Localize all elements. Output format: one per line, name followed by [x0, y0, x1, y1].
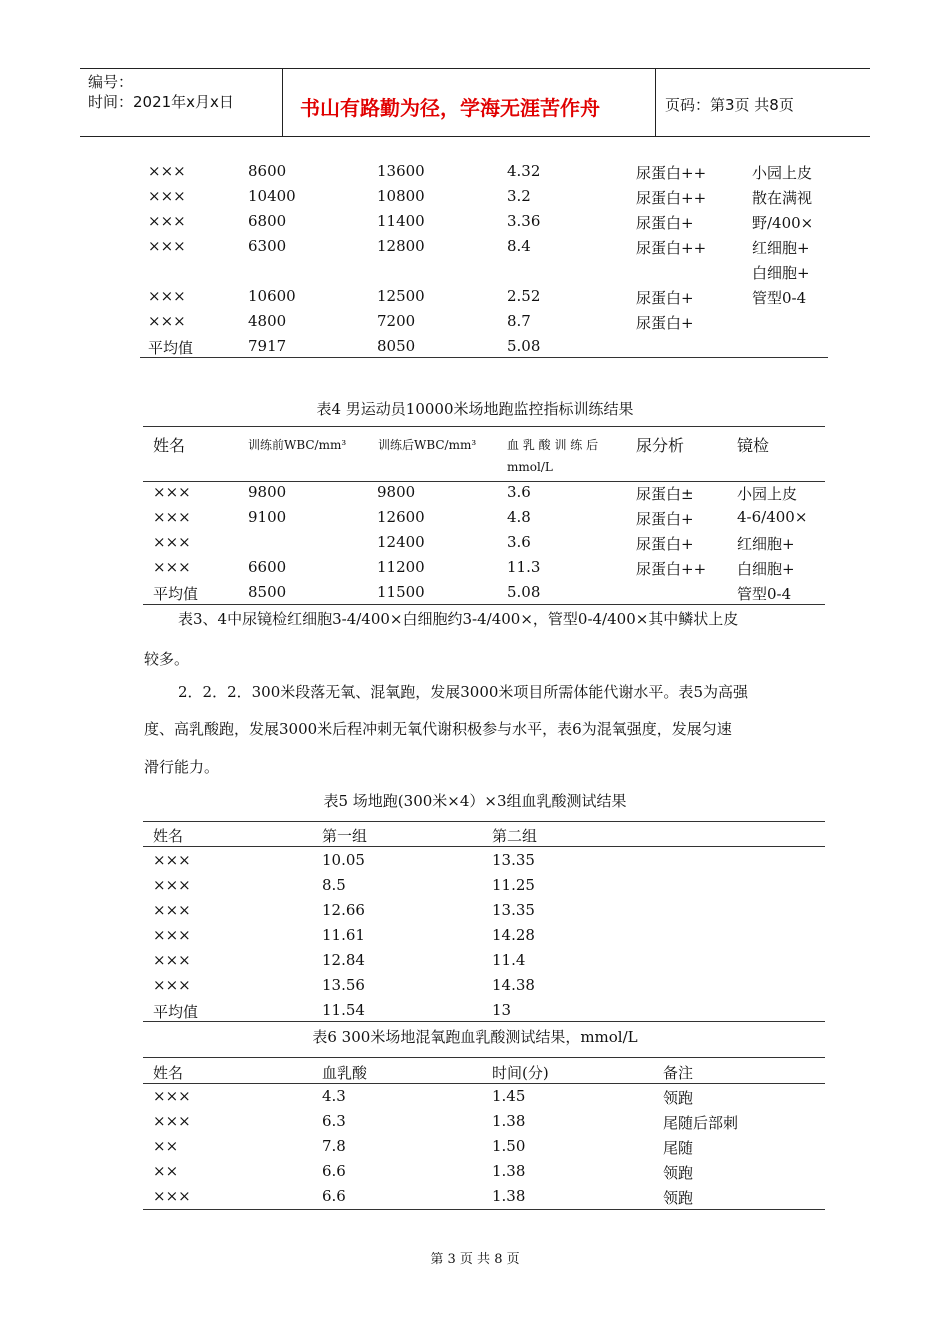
table5-header-name: 姓名 [153, 827, 184, 845]
table3-row-cell: 7917 [248, 337, 287, 355]
table6-row-cell: ××× [153, 1112, 191, 1130]
table3-row-cell: 8050 [377, 337, 416, 355]
table4-row-cell: 尿蛋白+ [636, 510, 694, 528]
table5-row-cell: 13 [492, 1001, 512, 1019]
table4-header-wbc-before: 训练前WBC/mm³ [248, 438, 347, 452]
table3-row-cell: 4.32 [507, 162, 541, 180]
table4-row-cell: 管型0-4 [737, 585, 792, 603]
table4-row-cell: 平均值 [153, 585, 199, 603]
table4-row-cell: 尿蛋白± [636, 485, 694, 503]
table6-row-cell: 6.6 [322, 1187, 346, 1205]
table4-row-cell: 12400 [377, 533, 425, 551]
table-rule [143, 604, 825, 605]
table3-row-cell: 6800 [248, 212, 287, 230]
table4-row-cell: 尿蛋白+ [636, 535, 694, 553]
table3-row-cell: 尿蛋白++ [636, 239, 707, 257]
header-bottom-rule [80, 136, 870, 137]
table6-caption: 表6 300米场地混氧跑血乳酸测试结果，mmol/L [312, 1028, 638, 1046]
table5-row-cell: 平均值 [153, 1003, 199, 1021]
table4-row-cell: 9800 [248, 483, 287, 501]
table5-row-cell: ××× [153, 851, 191, 869]
table3-row-cell: 平均值 [148, 339, 194, 357]
table4-row-cell: 3.6 [507, 533, 531, 551]
header-divider [282, 68, 283, 136]
table4-header-microscopy: 镜检 [737, 436, 770, 455]
table5-row-cell: ××× [153, 926, 191, 944]
table5-row-cell: ××× [153, 901, 191, 919]
table3-row-cell: 4800 [248, 312, 287, 330]
paragraph-line: 2．2．2．300米段落无氧、混氧跑，发展3000米项目所需体能代谢水平。表5为高强 [178, 683, 748, 701]
table4-row-cell: 11200 [377, 558, 425, 576]
table6-header-name: 姓名 [153, 1064, 184, 1082]
table4-caption: 表4 男运动员10000米场地跑监控指标训练结果 [316, 400, 634, 418]
table-rule [143, 821, 825, 822]
table4-row-cell: 9100 [248, 508, 287, 526]
table5-row-cell: 13.56 [322, 976, 365, 994]
table4-row-cell: ××× [153, 558, 191, 576]
table6-row-cell: 领跑 [663, 1089, 694, 1107]
table-rule [143, 1021, 825, 1022]
table5-row-cell: 13.35 [492, 901, 535, 919]
table3-row-cell: 12800 [377, 237, 425, 255]
header-number: 编号： [88, 73, 134, 91]
table3-row-cell: 小园上皮 [752, 164, 813, 182]
table5-row-cell: ××× [153, 951, 191, 969]
table5-row-cell: ××× [153, 976, 191, 994]
table6-row-cell: 领跑 [663, 1164, 694, 1182]
table3-row-cell: 8.4 [507, 237, 531, 255]
table5-row-cell: 10.05 [322, 851, 365, 869]
table-rule [143, 846, 825, 847]
table-rule [143, 1083, 825, 1084]
table4-header-urine: 尿分析 [636, 436, 685, 455]
table4-header-lactate-unit: mmol/L [507, 460, 553, 474]
table6-row-cell: 1.50 [492, 1137, 526, 1155]
table3-row-cell: ××× [148, 212, 186, 230]
table4-row-cell: 尿蛋白++ [636, 560, 707, 578]
table3-row-cell: 10800 [377, 187, 425, 205]
paragraph-line: 较多。 [144, 650, 190, 668]
header-date: 时间：2021年x月x日 [88, 93, 234, 111]
table5-row-cell: 11.61 [322, 926, 365, 944]
table6-row-cell: 1.38 [492, 1112, 526, 1130]
table4-row-cell: 6600 [248, 558, 287, 576]
table-rule [143, 426, 825, 427]
header-page-number: 页码：第3页 共8页 [665, 96, 794, 114]
table4-row-cell: 3.6 [507, 483, 531, 501]
table5-row-cell: 11.54 [322, 1001, 365, 1019]
paragraph-line: 滑行能力。 [144, 758, 220, 776]
table3-row-cell: 尿蛋白+ [636, 314, 694, 332]
table3-row-cell: 白细胞+ [752, 264, 810, 282]
paragraph-line: 表3、4中尿镜检红细胞3-4/400×白细胞约3-4/400×，管型0-4/400×其中鳞状上皮 [178, 610, 739, 628]
table-rule [143, 481, 825, 482]
table3-row-cell: ××× [148, 312, 186, 330]
table3-row-cell: 3.36 [507, 212, 541, 230]
table5-row-cell: 14.28 [492, 926, 535, 944]
table4-row-cell: 8500 [248, 583, 287, 601]
table6-header-remark: 备注 [663, 1064, 694, 1082]
table4-row-cell: ××× [153, 483, 191, 501]
table5-row-cell: 12.66 [322, 901, 365, 919]
table5-row-cell: 11.4 [492, 951, 526, 969]
table4-row-cell: 12600 [377, 508, 425, 526]
table5-row-cell: 13.35 [492, 851, 535, 869]
table3-row-cell: 10600 [248, 287, 296, 305]
table3-row-cell: 8600 [248, 162, 287, 180]
table5-row-cell: 14.38 [492, 976, 535, 994]
header-motto: 书山有路勤为径，学海无涯苦作舟 [300, 96, 600, 120]
header-top-rule [80, 68, 870, 69]
table5-row-cell: ××× [153, 876, 191, 894]
table6-row-cell: 1.45 [492, 1087, 526, 1105]
table3-row-cell: ××× [148, 187, 186, 205]
table4-row-cell: 小园上皮 [737, 485, 798, 503]
table3-row-cell: 3.2 [507, 187, 531, 205]
table3-row-cell: 11400 [377, 212, 425, 230]
table6-row-cell: ×× [153, 1162, 179, 1180]
table4-row-cell: 红细胞+ [737, 535, 795, 553]
table3-row-cell: 6300 [248, 237, 287, 255]
table3-row-cell: 散在满视 [752, 189, 813, 207]
table4-header-wbc-after: 训练后WBC/mm³ [378, 438, 477, 452]
header-divider [655, 68, 656, 136]
table3-row-cell: 尿蛋白+ [636, 289, 694, 307]
table6-row-cell: 尾随后部刺 [663, 1114, 739, 1132]
table4-row-cell: 4-6/400× [737, 508, 808, 526]
table-rule [140, 357, 828, 358]
table6-row-cell: 尾随 [663, 1139, 694, 1157]
table6-row-cell: 6.3 [322, 1112, 346, 1130]
table4-row-cell: ××× [153, 533, 191, 551]
table3-row-cell: 尿蛋白+ [636, 214, 694, 232]
table3-row-cell: ××× [148, 237, 186, 255]
table4-row-cell: 9800 [377, 483, 416, 501]
table6-row-cell: ××× [153, 1187, 191, 1205]
table3-row-cell: 12500 [377, 287, 425, 305]
table6-row-cell: 7.8 [322, 1137, 346, 1155]
table-rule [143, 1057, 825, 1058]
table3-row-cell: ××× [148, 162, 186, 180]
table3-row-cell: 13600 [377, 162, 425, 180]
table5-row-cell: 11.25 [492, 876, 535, 894]
paragraph-line: 度、高乳酸跑，发展3000米后程冲刺无氧代谢积极参与水平，表6为混氧强度，发展匀速 [144, 720, 732, 738]
table4-row-cell: ××× [153, 508, 191, 526]
table3-row-cell: 野/400× [752, 214, 814, 232]
table6-header-time: 时间(分) [492, 1064, 549, 1082]
table3-row-cell: 2.52 [507, 287, 541, 305]
table3-row-cell: 5.08 [507, 337, 541, 355]
table3-row-cell: 管型0-4 [752, 289, 807, 307]
table4-row-cell: 4.8 [507, 508, 531, 526]
table6-row-cell: ××× [153, 1087, 191, 1105]
table-rule [143, 1209, 825, 1210]
table5-header-group1: 第一组 [322, 827, 368, 845]
table4-header-name: 姓名 [153, 436, 186, 455]
table3-row-cell: 尿蛋白++ [636, 164, 707, 182]
table3-row-cell: 7200 [377, 312, 416, 330]
table3-row-cell: 10400 [248, 187, 296, 205]
table5-caption: 表5 场地跑(300米×4）×3组血乳酸测试结果 [323, 792, 627, 810]
table6-row-cell: 1.38 [492, 1187, 526, 1205]
table4-row-cell: 11500 [377, 583, 425, 601]
table6-row-cell: 1.38 [492, 1162, 526, 1180]
table4-row-cell: 白细胞+ [737, 560, 795, 578]
table4-row-cell: 5.08 [507, 583, 541, 601]
table5-header-group2: 第二组 [492, 827, 538, 845]
table3-row-cell: 尿蛋白++ [636, 189, 707, 207]
table4-header-lactate: 血 乳 酸 训 练 后 [507, 438, 599, 452]
table3-row-cell: 8.7 [507, 312, 531, 330]
table6-row-cell: ×× [153, 1137, 179, 1155]
page-footer: 第 3 页 共 8 页 [430, 1252, 520, 1267]
table5-row-cell: 8.5 [322, 876, 346, 894]
table6-header-lactate: 血乳酸 [322, 1064, 368, 1082]
table6-row-cell: 4.3 [322, 1087, 346, 1105]
table3-row-cell: 红细胞+ [752, 239, 810, 257]
table6-row-cell: 6.6 [322, 1162, 346, 1180]
table5-row-cell: 12.84 [322, 951, 365, 969]
table3-row-cell: ××× [148, 287, 186, 305]
table4-row-cell: 11.3 [507, 558, 541, 576]
table6-row-cell: 领跑 [663, 1189, 694, 1207]
